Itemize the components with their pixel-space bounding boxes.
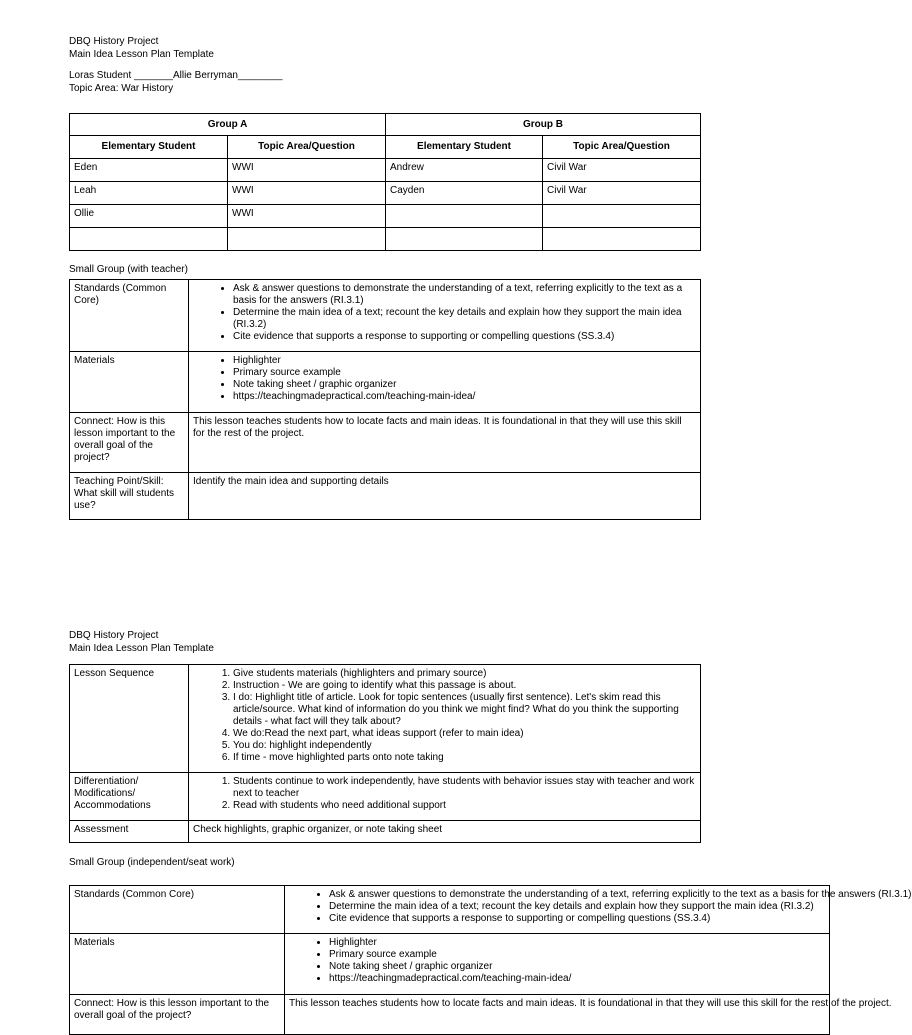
cell: Leah	[70, 182, 228, 205]
list-item: 1. Students continue to work independently, have students with behavior issues stay with teacher and work next to teacher	[233, 776, 696, 800]
cell: Civil War	[543, 182, 701, 205]
connect-text: This lesson teaches students how to locate facts and main ideas. It is foundational in that they will use this skill for the rest of the project.	[285, 995, 830, 1035]
list-item: • https://teachingmadepractical.com/teaching-main-idea/	[233, 391, 696, 403]
list-item: • Note taking sheet / graphic organizer	[233, 379, 696, 391]
connect-text: This lesson teaches students how to locate facts and main ideas. It is foundational in that they will use this skill for the rest of the project.	[189, 413, 701, 473]
cell: Eden	[70, 159, 228, 182]
cell: Ollie	[70, 205, 228, 228]
cell	[386, 205, 543, 228]
list-item: • https://teachingmadepractical.com/teaching-main-idea/	[329, 973, 825, 985]
cell	[543, 205, 701, 228]
list-item: • Primary source example	[233, 367, 696, 379]
list-item: 6. If time - move highlighted parts onto note taking	[233, 752, 696, 764]
standards-cell	[285, 886, 912, 934]
seat-table-clip	[0, 885, 912, 1024]
list-item: • Ask & answer questions to demonstrate the understanding of a text, referring explicitly to the text as a basis for the answers (RI.3.1)	[329, 889, 825, 901]
lesson-table	[69, 664, 701, 843]
teaching-text: Identify the main idea and supporting details	[189, 473, 701, 520]
list-item: 4. We do:Read the next part, what ideas support (refer to main idea)	[233, 728, 696, 740]
list-item: 2. Instruction - We are going to identify what this passage is about.	[233, 680, 696, 692]
materials-label: Materials	[70, 352, 189, 413]
small-group-seat-label: Small Group (independent/seat work)	[69, 857, 235, 868]
sequence-cell	[189, 665, 701, 773]
list-item: 1. Give students materials (highlighters and primary source)	[233, 668, 696, 680]
doc-subtitle: Main Idea Lesson Plan Template	[69, 643, 214, 654]
table-row	[70, 228, 701, 251]
doc-title: DBQ History Project	[69, 36, 159, 47]
list-item: • Note taking sheet / graphic organizer	[329, 961, 825, 973]
cell	[70, 228, 228, 251]
standards-label: Standards (Common Core)	[70, 280, 189, 352]
assessment-text: Check highlights, graphic organizer, or note taking sheet	[189, 821, 701, 843]
cell: WWI	[228, 205, 386, 228]
small-group-teacher-label: Small Group (with teacher)	[69, 264, 188, 275]
group-b-header: Group B	[386, 114, 701, 136]
connect-label: Connect: How is this lesson important to the overall goal of the project?	[70, 995, 285, 1035]
table-row	[70, 159, 701, 182]
table-row	[70, 205, 701, 228]
doc-title: DBQ History Project	[69, 630, 159, 641]
student-line: Loras Student _______Allie Berryman________	[69, 70, 283, 81]
doc-subtitle: Main Idea Lesson Plan Template	[69, 49, 214, 60]
groups-table	[69, 113, 701, 251]
page2-header	[69, 629, 214, 655]
col-student-b: Elementary Student	[386, 136, 543, 159]
cell: WWI	[228, 159, 386, 182]
list-item: • Primary source example	[329, 949, 825, 961]
list-item: • Cite evidence that supports a response to supporting or compelling questions (SS.3.4)	[233, 331, 696, 343]
teaching-label: Teaching Point/Skill: What skill will students use?	[70, 473, 189, 520]
cell	[543, 228, 701, 251]
diff-cell	[189, 773, 701, 821]
list-item: • Highlighter	[233, 355, 696, 367]
standards-label: Standards (Common Core)	[70, 886, 285, 934]
list-item: 5. You do: highlight independently	[233, 740, 696, 752]
list-item: 3. I do: Highlight title of article. Look for topic sentences (usually first sentence). Let's skim read this article/source. What kind of information do you think we might find? What do you think the supporting details - what fact will they talk about?	[233, 692, 696, 728]
list-item: • Cite evidence that supports a response to supporting or compelling questions (SS.3.4)	[329, 913, 825, 925]
col-topic-a: Topic Area/Question	[228, 136, 386, 159]
topic-line: Topic Area: War History	[69, 83, 174, 94]
cell	[228, 228, 386, 251]
connect-label: Connect: How is this lesson important to the overall goal of the project?	[70, 413, 189, 473]
cell	[386, 228, 543, 251]
list-item: • Determine the main idea of a text; recount the key details and explain how they support the main idea (RI.3.2)	[329, 901, 825, 913]
seat-table	[69, 885, 912, 1035]
materials-cell	[189, 352, 701, 413]
sequence-label: Lesson Sequence	[70, 665, 189, 773]
cell: WWI	[228, 182, 386, 205]
materials-label: Materials	[70, 934, 285, 995]
assessment-label: Assessment	[70, 821, 189, 843]
page1-header	[69, 35, 283, 95]
list-item: 2. Read with students who need additional support	[233, 800, 696, 812]
col-topic-b: Topic Area/Question	[543, 136, 701, 159]
table-row	[70, 182, 701, 205]
cell: Civil War	[543, 159, 701, 182]
list-item: • Highlighter	[329, 937, 825, 949]
cell: Andrew	[386, 159, 543, 182]
col-student-a: Elementary Student	[70, 136, 228, 159]
list-item: • Ask & answer questions to demonstrate the understanding of a text, referring explicitly to the text as a basis for the answers (RI.3.1)	[233, 283, 696, 307]
cell: Cayden	[386, 182, 543, 205]
standards-cell	[189, 280, 701, 352]
diff-label: Differentiation/ Modifications/ Accommodations	[70, 773, 189, 821]
plan-table	[69, 279, 701, 520]
materials-cell	[285, 934, 830, 995]
list-item: • Determine the main idea of a text; recount the key details and explain how they support the main idea (RI.3.2)	[233, 307, 696, 331]
group-a-header: Group A	[70, 114, 386, 136]
